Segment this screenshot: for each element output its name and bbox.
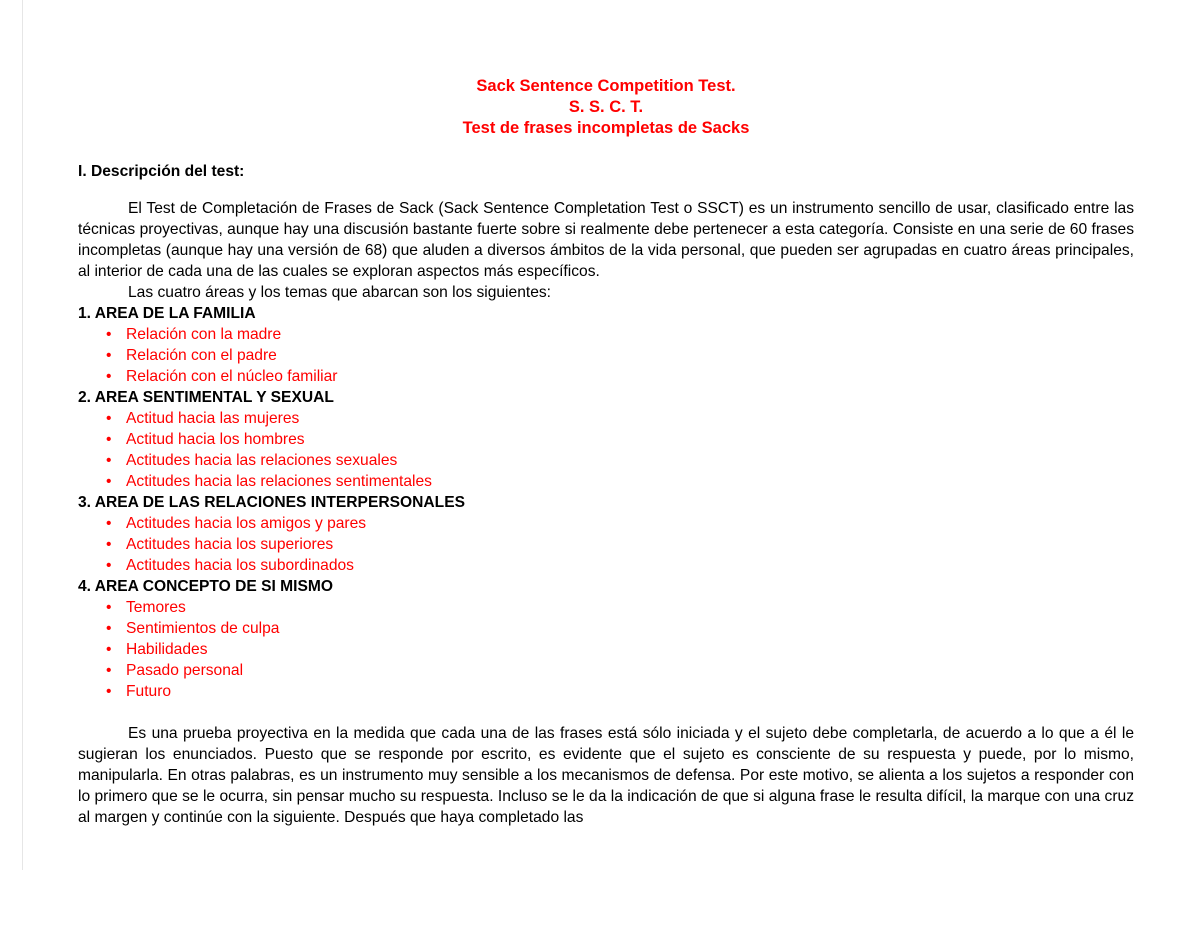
topic-item: • Actitud hacia los hombres [126,429,1134,450]
document-page [78,76,1134,828]
topic-item: • Actitud hacia las mujeres [126,408,1134,429]
topic-item: • Habilidades [126,639,1134,660]
area-topics-self-concept [78,597,1134,702]
topic-item: • Actitudes hacia las relaciones sentimentales [126,471,1134,492]
topic-item: • Temores [126,597,1134,618]
area-topics-family [78,324,1134,387]
area-topics-sentimental [78,408,1134,492]
topic-item: • Sentimientos de culpa [126,618,1134,639]
description-paragraph-2: Es una prueba proyectiva en la medida que cada una de las frases está sólo iniciada y el sujeto debe completarla, de acuerdo a lo que a él le sugieran los enunciados. Puesto que se responde por escrito, es evidente que el sujeto es consciente de su respuesta y puede, por lo mismo, manipularla. En otras palabras, es un instrumento muy sensible a los mecanismos de defensa. Por este motivo, se alienta a los sujetos a responder con lo primero que se le ocurra, sin pensar mucho su respuesta. Incluso se le da la indicación de que si alguna frase le resulta difícil, la marque con una cruz al margen y continúe con la siguiente. Después que haya completado las [78,725,1134,826]
title-line-2: S. S. C. T. [568,98,644,116]
topic-item: • Futuro [126,681,1134,702]
areas-intro-line: Las cuatro áreas y los temas que abarcan son los siguientes: [128,284,552,301]
area-heading-interpersonal: 3. AREA DE LAS RELACIONES INTERPERSONALES [78,494,466,511]
topic-item: • Actitudes hacia los amigos y pares [126,513,1134,534]
topic-item: • Relación con el padre [126,345,1134,366]
title-line-1: Sack Sentence Competition Test. [476,77,736,95]
topic-item: • Relación con la madre [126,324,1134,345]
area-list [78,303,1134,702]
section-heading: I. Descripción del test: [78,163,245,180]
topic-item: • Actitudes hacia los subordinados [126,555,1134,576]
area-heading-self-concept: 4. AREA CONCEPTO DE SI MISMO [78,578,334,595]
topic-item: • Pasado personal [126,660,1134,681]
document-title [78,76,1134,139]
title-line-3: Test de frases incompletas de Sacks [462,119,750,137]
area-topics-interpersonal [78,513,1134,576]
paragraph-gap [78,702,1134,723]
description-paragraph-1: El Test de Completación de Frases de Sack (Sack Sentence Completation Test o SSCT) es un instrumento sencillo de usar, clasificado entre las técnicas proyectivas, aunque hay una discusión bastante fuerte sobre si realmente debe pertenecer a esta categoría. Consiste en una serie de 60 frases incompletas (aunque hay una versión de 68) que aluden a diversos ámbitos de la vida personal, que pueden ser agrupadas en cuatro áreas principales, al interior de cada una de las cuales se exploran aspectos más específicos. [78,200,1134,280]
page-left-edge [22,0,23,870]
area-heading-family: 1. AREA DE LA FAMILIA [78,305,256,322]
topic-item: • Relación con el núcleo familiar [126,366,1134,387]
topic-item: • Actitudes hacia los superiores [126,534,1134,555]
topic-item: • Actitudes hacia las relaciones sexuales [126,450,1134,471]
area-heading-sentimental: 2. AREA SENTIMENTAL Y SEXUAL [78,389,334,406]
